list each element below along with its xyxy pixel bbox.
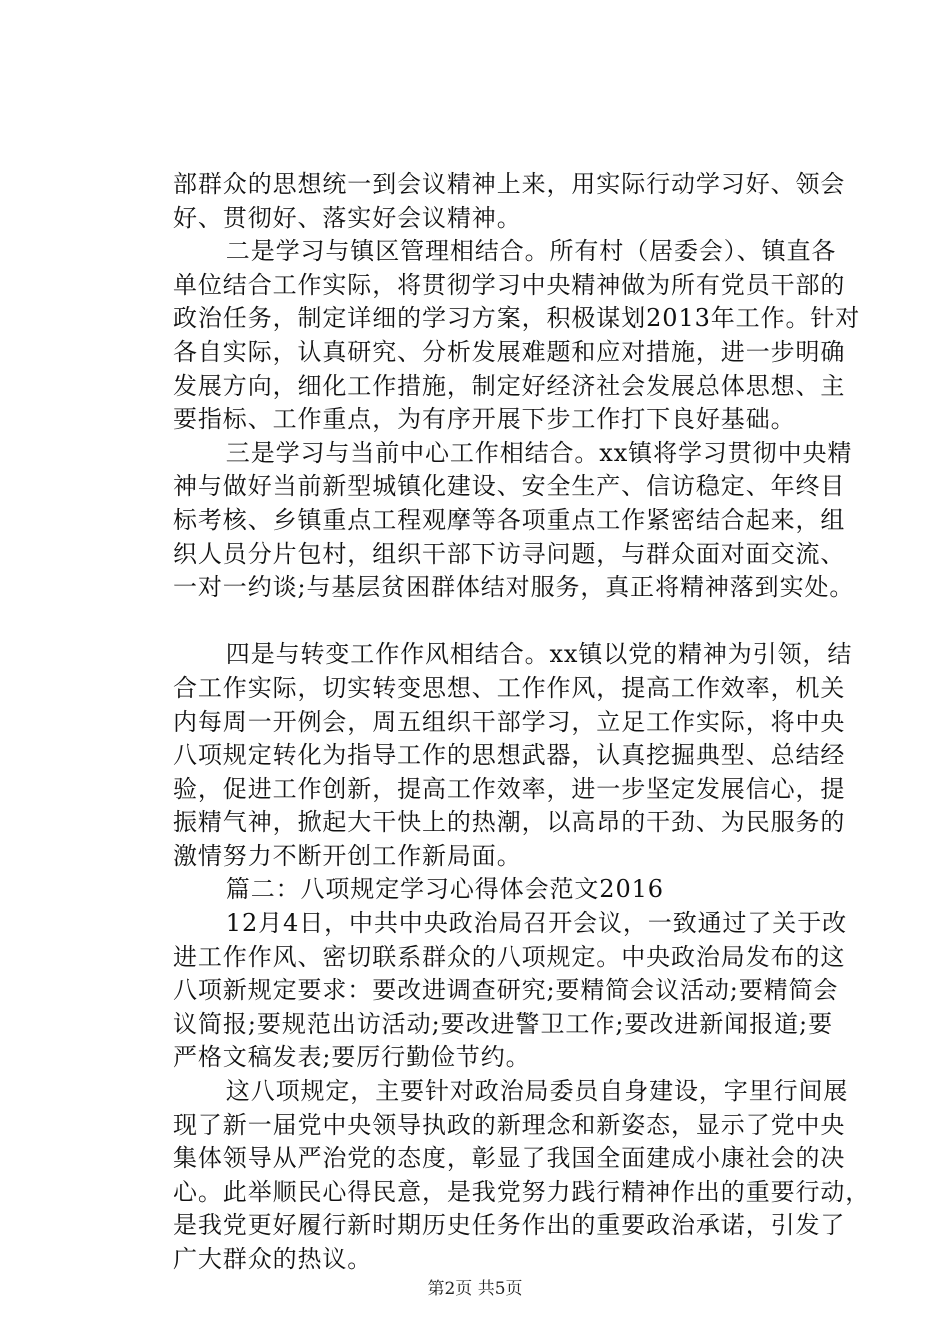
section-heading: 篇二：八项规定学习心得体会范文2016: [176, 875, 664, 904]
text-line: 好、贯彻好、落实好会议精神。: [173, 203, 522, 232]
text-line: 进工作作风、密切联系群众的八项规定。中央政治局发布的这: [173, 942, 846, 971]
text-line: 要指标、工作重点，为有序开展下步工作打下良好基础。: [173, 405, 796, 434]
text-line: 激情努力不断开创工作新局面。: [173, 841, 522, 870]
text-line: 内每周一开例会，周五组织干部学习，立足工作实际，将中央: [173, 707, 846, 736]
document-body: [173, 168, 871, 1277]
text-line: 是我党更好履行新时期历史任务作出的重要政治承诺，引发了: [173, 1211, 846, 1240]
paragraph-start-line: 四是与转变工作作风相结合。xx镇以党的精神为引领，结: [176, 640, 853, 669]
paragraph-start-line: 这八项规定，主要针对政治局委员自身建设，字里行间展: [176, 1077, 849, 1106]
text-line: 验，促进工作创新，提高工作效率，进一步坚定发展信心，提: [173, 774, 846, 803]
paragraph-start-line: 三是学习与当前中心工作相结合。xx镇将学习贯彻中央精: [176, 438, 853, 467]
text-line: 单位结合工作实际，将贯彻学习中央精神做为所有党员干部的: [173, 270, 846, 299]
page-number-footer: 第2页 共5页: [427, 1279, 523, 1299]
text-line: 神与做好当前新型城镇化建设、安全生产、信访稳定、年终目: [173, 472, 846, 501]
text-line: 心。此举顺民心得民意，是我党努力践行精神作出的重要行动，: [173, 1177, 871, 1206]
paragraph-start-line: 12月4日，中共中央政治局召开会议，一致通过了关于改: [176, 909, 848, 938]
text-line: 织人员分片包村，组织干部下访寻问题，与群众面对面交流、: [173, 539, 846, 568]
text-line: 严格文稿发表;要厉行勤俭节约。: [173, 1043, 531, 1072]
paragraph-start-line: 二是学习与镇区管理相结合。所有村（居委会）、镇直各: [176, 237, 837, 266]
text-line: 八项新规定要求：要改进调查研究;要精简会议活动;要精简会: [173, 976, 839, 1005]
text-line: 标考核、乡镇重点工程观摩等各项重点工作紧密结合起来，组: [173, 505, 846, 534]
text-line: 集体领导从严治党的态度，彰显了我国全面建成小康社会的决: [173, 1144, 846, 1173]
text-line: 发展方向，细化工作措施，制定好经济社会发展总体思想、主: [173, 371, 846, 400]
text-line: 合工作实际，切实转变思想、工作作风，提高工作效率，机关: [173, 673, 846, 702]
text-line: 八项规定转化为指导工作的思想武器，认真挖掘典型、总结经: [173, 741, 846, 770]
text-line: 议简报;要规范出访活动;要改进警卫工作;要改进新闻报道;要: [173, 1009, 833, 1038]
text-line: 现了新一届党中央领导执政的新理念和新姿态，显示了党中央: [173, 1110, 846, 1139]
text-line: 振精气神，掀起大干快上的热潮，以高昂的干劲、为民服务的: [173, 808, 846, 837]
text-line: 一对一约谈;与基层贫困群体结对服务，真正将精神落到实处。: [173, 573, 855, 602]
text-line: 部群众的思想统一到会议精神上来，用实际行动学习好、领会: [173, 170, 846, 198]
blank-line: [173, 605, 833, 639]
text-line: 广大群众的热议。: [173, 1245, 373, 1273]
text-line: 各自实际，认真研究、分析发展难题和应对措施，进一步明确: [173, 337, 846, 366]
text-line: 政治任务，制定详细的学习方案，积极谋划2013年工作。针对: [173, 304, 861, 333]
